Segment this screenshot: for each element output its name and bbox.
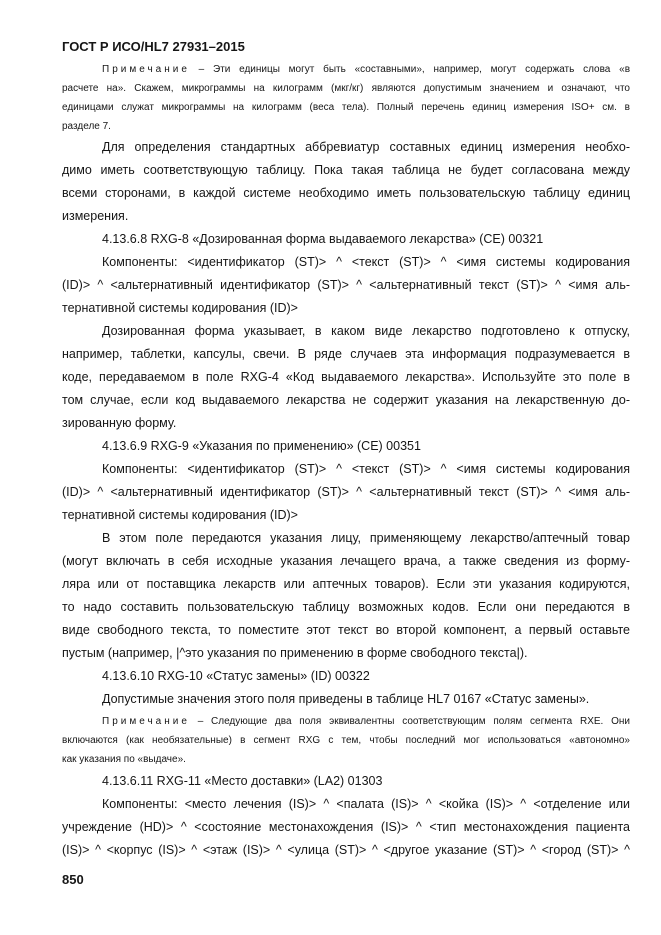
components-line: Компоненты: <идентификатор (ST)> ^ <текст (ST)> ^ <имя системы кодирования — [102, 255, 630, 269]
text-line: то надо составить пользовательскую таблицу возможных кодов. Если они передаются в — [62, 600, 630, 614]
note-line: включаются (как необязательные) в сегмент RXG с тем, чтобы последний мог использоваться «автономно» — [62, 735, 630, 746]
text-line: зированную форму. — [62, 416, 177, 430]
text-line: В этом поле передаются указания лицу, применяющему лекарство/аптечный товар — [102, 531, 630, 545]
section-rxg9 — [62, 435, 630, 665]
section-heading: 4.13.6.11 RXG-11 «Место доставки» (LA2) 01303 — [102, 774, 383, 788]
section-rxg8 — [62, 228, 630, 435]
note-line: расчете на». Скажем, микрограммы на килограмм (мкг/кг) являются допустимым значением и означают, что — [62, 83, 630, 94]
text-line: (могут включать в себя исходные указания лечащего врача, а также сведения из форму- — [62, 554, 630, 568]
note-line: единицами служат микрограммы на килограмм (веса тела). Полный перечень единиц измерения ISO+ см. в — [62, 102, 630, 113]
page-number: 850 — [62, 872, 84, 887]
text-line: ляра или от поставщика лекарств или аптечных товаров). Если эти указания кодируются, — [62, 577, 630, 591]
section-rxg10 — [62, 665, 630, 711]
text-line: например, таблетки, капсулы, свечи. В ряде случаев эта информация подразумевается в — [62, 347, 630, 361]
text-line: димо иметь соответствующую таблицу. Пока такая таблица не будет согласована между — [62, 163, 630, 177]
note-line: разделе 7. — [62, 121, 111, 132]
document-page — [62, 0, 630, 935]
note-line — [62, 60, 630, 79]
note-text: – Эти единицы могут быть «составными», например, могут содержать слова «в — [198, 64, 631, 75]
components-line: (IS)> ^ <корпус (IS)> ^ <этаж (IS)> ^ <улица (ST)> ^ <другое указание (ST)> ^ <город (ST)> ^ — [62, 843, 630, 857]
section-heading: 4.13.6.8 RXG-8 «Дозированная форма выдаваемого лекарства» (CE) 00321 — [102, 232, 544, 246]
text-line: коде, передаваемом в поле RXG-4 «Код выдаваемого лекарства». Используйте это поле в — [62, 370, 630, 384]
text-line: виде свободного текста, то поместите этот текст во второй компонент, а первый оставьте — [62, 623, 630, 637]
body-text — [62, 136, 630, 711]
section-heading: 4.13.6.10 RXG-10 «Статус замены» (ID) 00322 — [102, 669, 370, 683]
note-label: Примечание — [102, 716, 190, 727]
section-heading: 4.13.6.9 RXG-9 «Указания по применению» (CE) 00351 — [102, 439, 421, 453]
note-units — [62, 60, 630, 136]
components-line: Компоненты: <место лечения (IS)> ^ <палата (IS)> ^ <койка (IS)> ^ <отделение или — [102, 797, 630, 811]
text-line: Дозированная форма указывает, в каком виде лекарство подготовлено к отпуску, — [102, 324, 630, 338]
components-line: тернативной системы кодирования (ID)> — [62, 301, 298, 315]
note-line — [62, 712, 630, 731]
components-line: (ID)> ^ <альтернативный идентификатор (ST)> ^ <альтернативный текст (ST)> ^ <имя аль- — [62, 278, 630, 292]
text-line: всеми сторонами, в каждой системе необходимо иметь пользовательскую таблицу единиц — [62, 186, 630, 200]
note-line: как указания по «выдаче». — [62, 754, 186, 765]
text-line: измерения. — [62, 209, 129, 223]
paragraph-units-table — [62, 136, 630, 228]
text-line: Допустимые значения этого поля приведены в таблице HL7 0167 «Статус замены». — [102, 692, 590, 706]
components-line: учреждение (HD)> ^ <состояние местонахождения (IS)> ^ <тип местонахождения пациента — [62, 820, 630, 834]
text-line: том случае, если код выдаваемого лекарства не содержит указания на лекарственную до- — [62, 393, 630, 407]
components-line: Компоненты: <идентификатор (ST)> ^ <текст (ST)> ^ <имя системы кодирования — [102, 462, 630, 476]
note-rxe-equivalence — [62, 712, 630, 769]
components-line: тернативной системы кодирования (ID)> — [62, 508, 298, 522]
section-rxg11 — [62, 770, 630, 862]
text-line: пустым (например, |^это указания по применению в форме свободного текста|). — [62, 646, 528, 660]
body-text — [62, 770, 630, 862]
components-line: (ID)> ^ <альтернативный идентификатор (ST)> ^ <альтернативный текст (ST)> ^ <имя аль- — [62, 485, 630, 499]
document-code-header: ГОСТ Р ИСО/HL7 27931–2015 — [62, 39, 245, 54]
text-line: Для определения стандартных аббревиатур составных единиц измерения необхо- — [102, 140, 630, 154]
note-label: Примечание — [102, 64, 190, 75]
note-text: – Следующие два поля эквивалентны соответствующим полям сегмента RXE. Они — [197, 716, 631, 727]
